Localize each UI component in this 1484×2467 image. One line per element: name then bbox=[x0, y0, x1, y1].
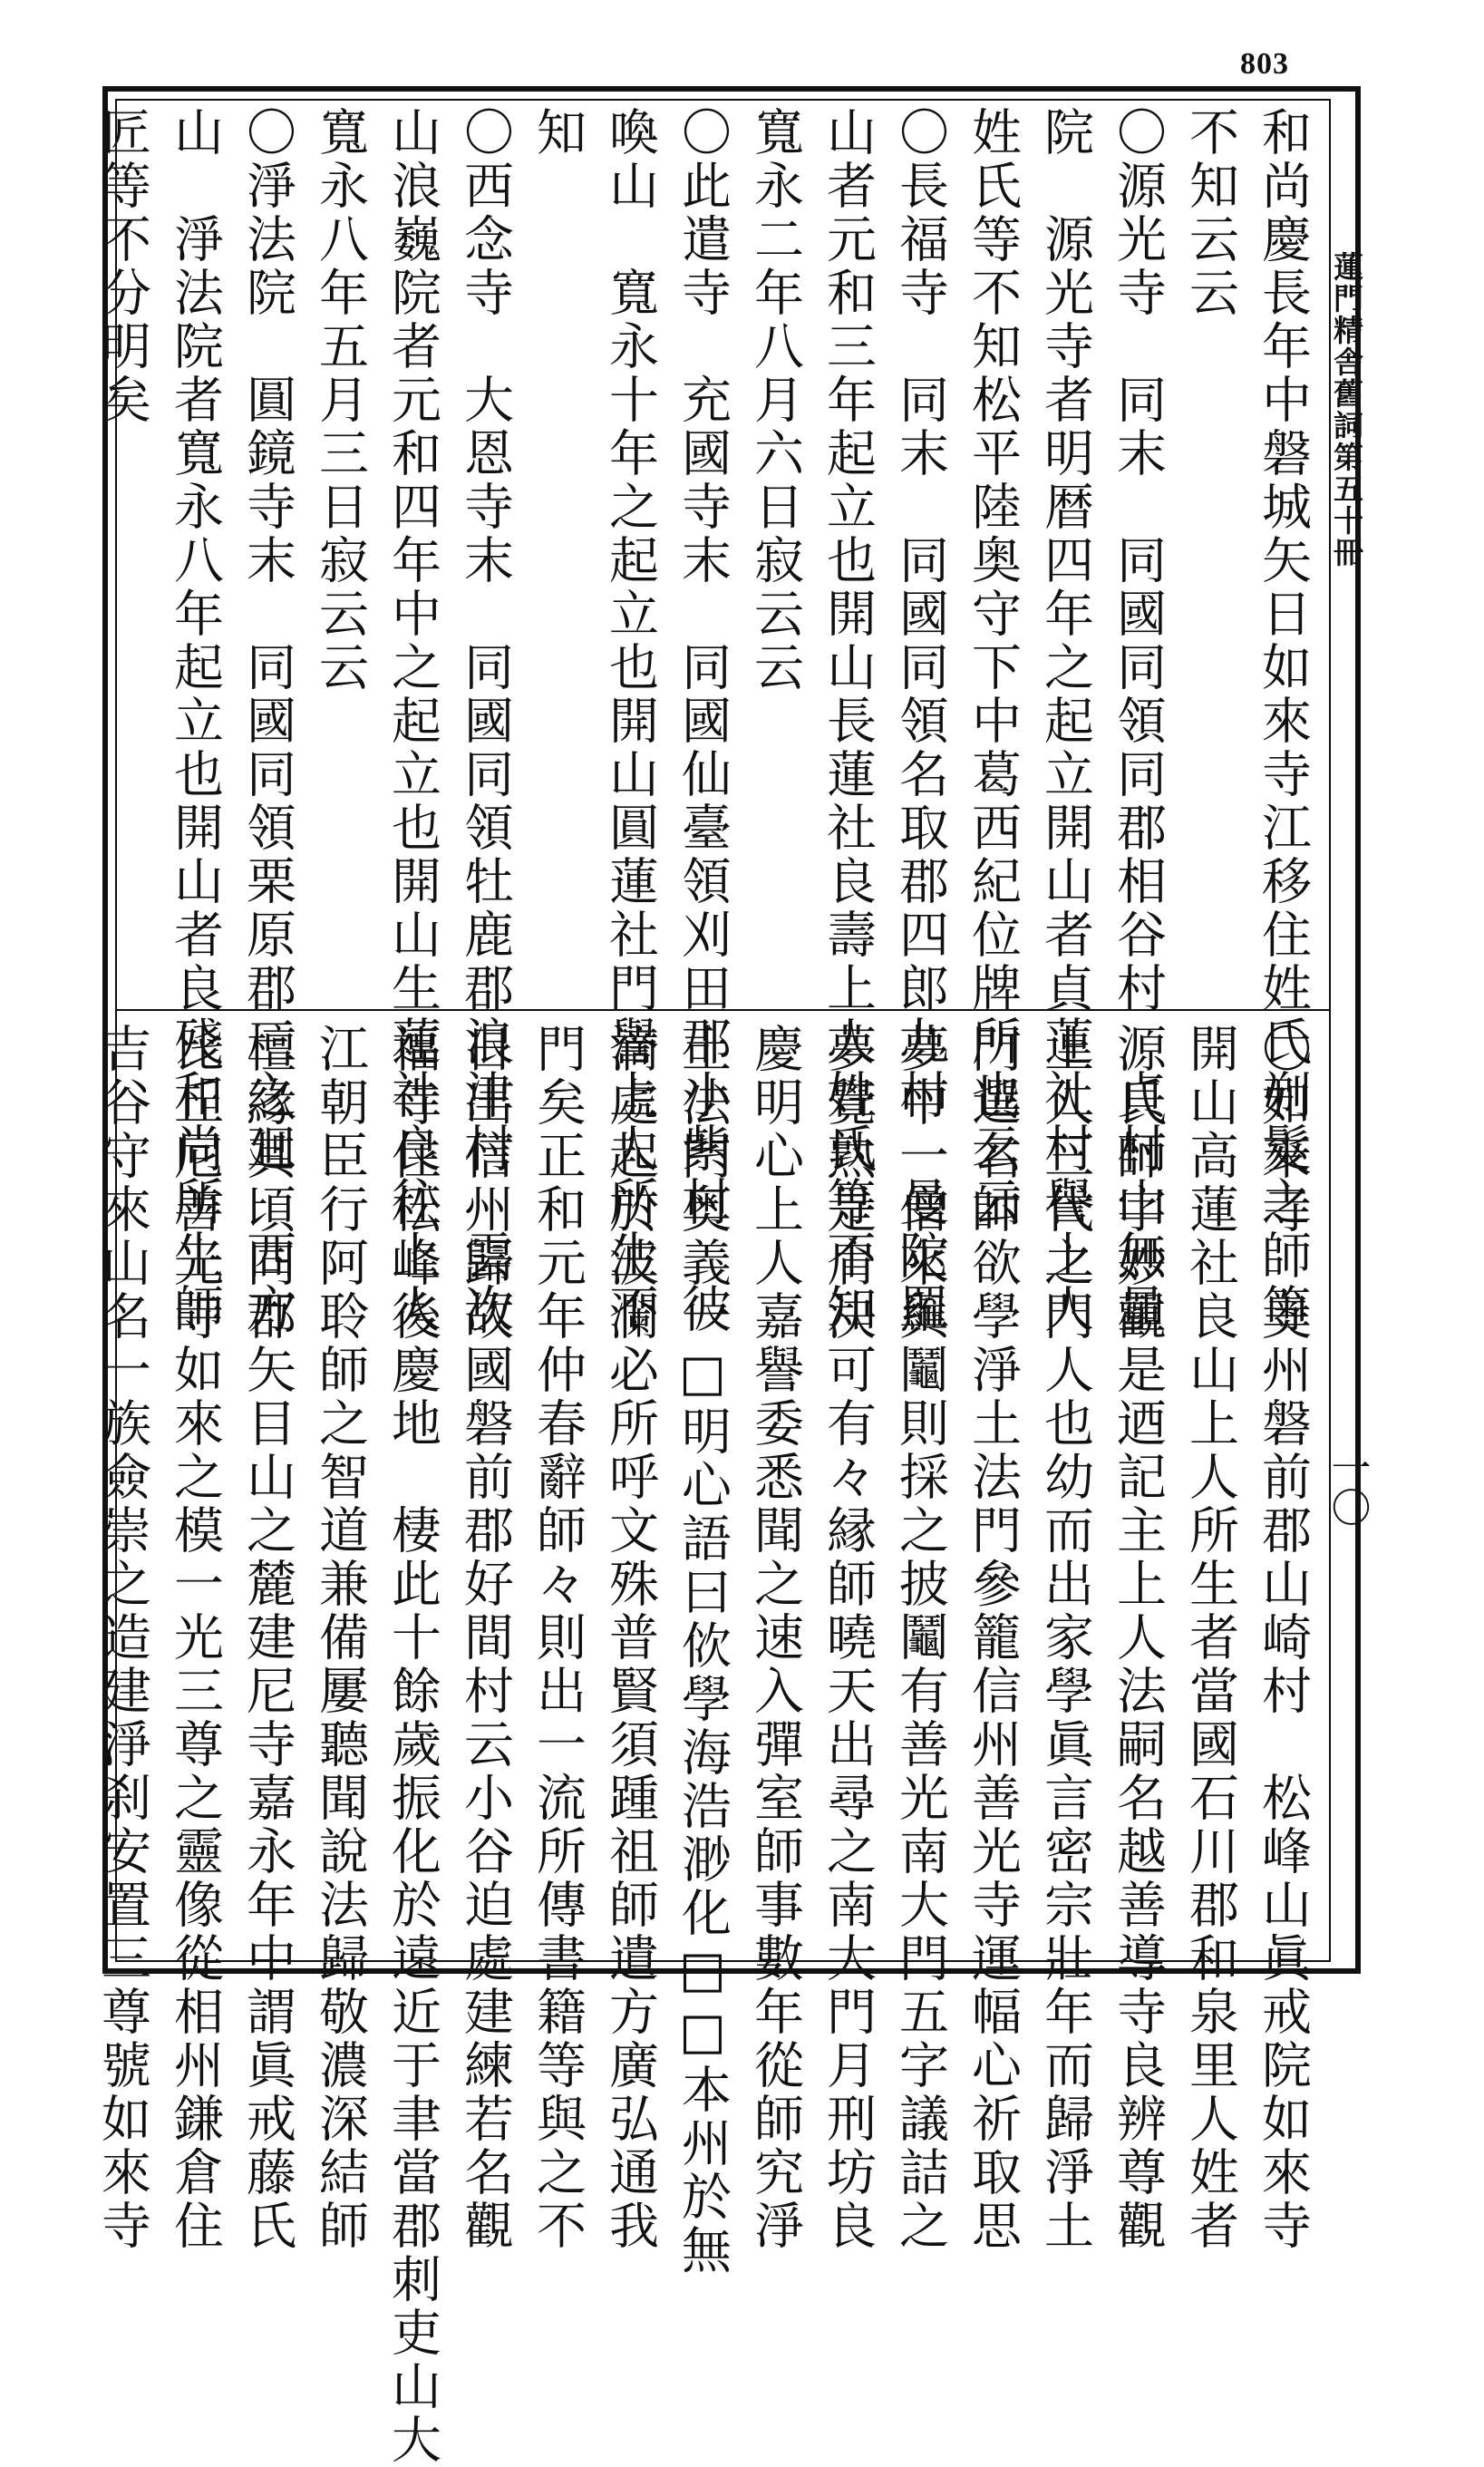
text-column: 匠等不分明矣 bbox=[93, 106, 151, 427]
text-column: 不知云云 bbox=[1181, 106, 1239, 320]
text-column: 源氏師字妙觀是迺記主上人法嗣名越善導寺良辨尊觀 bbox=[1109, 1023, 1167, 2253]
text-column: 門矣正和元年仲春辭師々則出一流所傳書籍等與之不 bbox=[529, 1023, 587, 2253]
text-column: 寬永八年五月三日寂云云 bbox=[311, 106, 369, 694]
text-column: 和尚慶長年中磐城矢日如來寺江移住姓氏剃髮之師等 bbox=[1254, 106, 1312, 1336]
text-column: 土法門奥義一□明心語曰佽學海浩渺化□□本州於無 bbox=[674, 1023, 732, 2278]
text-column: 慶明心上人嘉譽委悉聞之速入彈室師事數年從師究淨 bbox=[746, 1023, 804, 2253]
text-column: 門選名師欲學淨土法門參籠信州善光寺運幅心祈取思 bbox=[964, 1023, 1022, 2253]
lower-text-block bbox=[86, 1023, 1319, 2467]
spine-folio: 一〇 bbox=[1324, 1447, 1371, 1527]
upper-text-block bbox=[86, 106, 1319, 1336]
text-column: 福寺住松峰後慶地 棲此十餘歲振化於遠近于聿當郡刺吏山大 bbox=[383, 1023, 441, 2467]
text-column: 山浪巍院者元和四年中之起立也開山生蓮社良往上人 bbox=[383, 106, 441, 1336]
text-column: 〇長福寺 同末 同國同領名取郡四郎九村 曼陀羅 bbox=[891, 106, 949, 1336]
spine-title: 蓮門精舎舊詞第五十冊 bbox=[1329, 251, 1364, 568]
text-column: 姓氏等不知松平陸奥守下中葛西紀位牌所也云云 bbox=[964, 106, 1022, 1229]
text-column: 寬永二年八月六日寂云云 bbox=[746, 106, 804, 694]
text-column: 夢覺熟是肩決可有々縁師曉天出尋之南大門月刑坊良 bbox=[819, 1023, 877, 2253]
text-column: 山者元和三年起立也開山長蓮社良壽上人姓氏等不知 bbox=[819, 106, 877, 1336]
text-column: 〇淨法院 圓鏡寺末 同國同領栗原郡三之廻 西方 bbox=[238, 106, 296, 1336]
text-column: 院 源光寺者明暦四年之起立開山者貞蓮社村譽上人 bbox=[1036, 106, 1094, 1336]
text-column: 知 bbox=[529, 106, 587, 160]
text-column: 日出信州歸故國磐前郡好間村云小谷迫處建練若名觀 bbox=[456, 1023, 514, 2253]
text-column: 〇西念寺 大恩寺末 同國同領牡鹿郡浪津村 雲次 bbox=[456, 106, 514, 1336]
text-column: 滴處起於波瀾必所呼文殊普賢須踵祖師遺方廣弘通我 bbox=[601, 1023, 659, 2253]
text-column: 喚山 寬永十年之起立也開山圓蓮社門譽上人所生不 bbox=[601, 106, 659, 1336]
text-column: 〇如來寺 奥州磐前郡山崎村 松峰山眞戒院如來寺 bbox=[1254, 1023, 1312, 2253]
text-column: 檀緣其頃同郡矢目山之麓建尼寺嘉永年中謂眞戒藤氏 bbox=[238, 1023, 296, 2253]
spine-margin bbox=[1324, 99, 1371, 1962]
text-column: 江朝臣行阿聆師之智道兼備屢聽聞說法歸敬濃深結師 bbox=[311, 1023, 369, 2253]
text-column: 夢中一僧來與鬮則採之披鬮有善光南大門五字議詰之 bbox=[891, 1023, 949, 2253]
text-column: 山 淨法院者寬永八年起立也開山者良殘和尚所生師 bbox=[166, 106, 224, 1336]
page-number: 803 bbox=[1240, 47, 1289, 81]
text-column: 比丘尼善光寺如來之模一光三尊之靈像從相州鎌倉住 bbox=[166, 1023, 224, 2253]
text-column: 〇源光寺 同末 同國同領同郡相谷村 貞村山無量 bbox=[1109, 106, 1167, 1336]
text-column: 開山高蓮社良山上人所生者當國石川郡和泉里人姓者 bbox=[1181, 1023, 1239, 2253]
text-column: 上人三代之門人也幼而出家學眞言密宗壯年而歸淨土 bbox=[1036, 1023, 1094, 2253]
text-column: 吉谷守來山名一族僉崇之造建淨刹安置三尊號如來寺 bbox=[93, 1023, 151, 2253]
text-column: 〇此遣寺 充國寺末 同國仙臺領刈田郡小紫村 彼 bbox=[674, 106, 732, 1336]
